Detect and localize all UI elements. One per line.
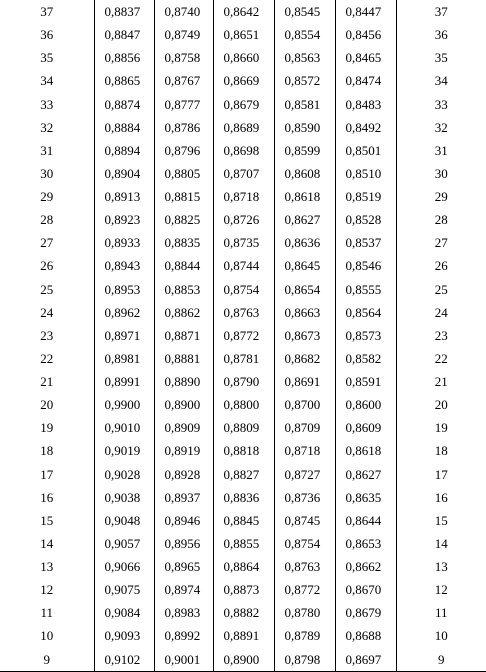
table-cell-value: 0,8669 [213, 69, 274, 92]
table-cell-value: 0,8663 [274, 301, 335, 324]
table-cell-value: 0,8835 [154, 231, 213, 254]
row-number-left: 28 [40, 212, 54, 228]
table-cell-value: 0,9084 [94, 601, 154, 624]
table-row [0, 208, 486, 231]
table-cell-value: 0,8682 [274, 347, 335, 370]
table-row [0, 69, 486, 92]
table-cell-value: 0,8754 [274, 532, 335, 555]
table-cell-value: 0,8798 [274, 648, 335, 672]
table-cell-value: 0,8697 [335, 648, 396, 672]
table-row [0, 532, 486, 555]
table-cell-value: 0,8510 [335, 162, 396, 185]
table-cell-value: 0,8691 [274, 370, 335, 393]
table-cell-value: 0,8645 [274, 254, 335, 277]
row-number-left: 24 [40, 304, 54, 320]
row-number-left: 17 [40, 466, 54, 482]
table-cell-value: 0,8923 [94, 208, 154, 231]
table-cell-value: 0,8718 [274, 439, 335, 462]
table-cell-value: 0,8827 [213, 463, 274, 486]
table-cell-value: 0,8971 [94, 324, 154, 347]
table-cell-value: 0,8913 [94, 185, 154, 208]
table-row [0, 116, 486, 139]
row-number-right: 29 [434, 189, 448, 205]
table-cell-value: 0,8767 [154, 69, 213, 92]
table-cell-value: 0,8933 [94, 231, 154, 254]
row-number-right: 22 [434, 350, 448, 366]
table-row [0, 0, 486, 23]
table-cell-value: 0,8636 [274, 231, 335, 254]
row-number-left: 29 [40, 189, 54, 205]
table-cell-value: 0,8845 [213, 509, 274, 532]
table-cell-value: 0,8474 [335, 69, 396, 92]
row-number-right: 16 [434, 489, 448, 505]
table-cell-value: 0,8856 [94, 46, 154, 69]
row-number-right: 17 [434, 466, 448, 482]
table-cell-value: 0,8891 [213, 624, 274, 647]
table-cell-value: 0,8853 [154, 278, 213, 301]
table-cell-value: 0,9075 [94, 578, 154, 601]
row-number-left: 16 [40, 489, 54, 505]
table-cell-value: 0,8825 [154, 208, 213, 231]
table-cell-value: 0,8758 [154, 46, 213, 69]
table-cell-value: 0,8937 [154, 486, 213, 509]
table-row [0, 578, 486, 601]
row-number-left: 11 [40, 605, 54, 621]
table-cell-value: 0,8707 [213, 162, 274, 185]
table-cell-value: 0,8900 [154, 393, 213, 416]
table-row [0, 370, 486, 393]
table-cell-value: 0,8953 [94, 278, 154, 301]
row-number-right: 15 [434, 512, 448, 528]
row-number-left: 37 [40, 4, 54, 20]
row-number-right: 11 [434, 605, 448, 621]
row-number-right: 37 [434, 4, 448, 20]
table-cell-value: 0,8864 [213, 555, 274, 578]
table-cell-value: 0,8670 [335, 578, 396, 601]
row-number-right: 18 [434, 443, 448, 459]
table-cell-value: 0,8555 [335, 278, 396, 301]
row-number-left: 22 [40, 350, 54, 366]
table-cell-value: 0,8904 [94, 162, 154, 185]
table-cell-value: 0,8865 [94, 69, 154, 92]
table-row [0, 393, 486, 416]
table-cell-value: 0,8528 [335, 208, 396, 231]
row-number-right: 20 [434, 397, 448, 413]
table-cell-value: 0,9010 [94, 416, 154, 439]
table-cell-value: 0,8698 [213, 139, 274, 162]
table-cell-value: 0,8689 [213, 116, 274, 139]
table-cell-value: 0,9019 [94, 439, 154, 462]
row-number-left: 15 [40, 512, 54, 528]
row-number-right: 24 [434, 304, 448, 320]
row-number-right: 32 [434, 119, 448, 135]
table-cell-value: 0,8815 [154, 185, 213, 208]
row-number-left: 35 [40, 50, 54, 66]
table-cell-value: 0,8642 [213, 0, 274, 23]
row-number-right: 36 [434, 27, 448, 43]
table-row [0, 601, 486, 624]
table-cell-value: 0,8943 [94, 254, 154, 277]
table-cell-value: 0,9102 [94, 648, 154, 672]
table-cell-value: 0,8992 [154, 624, 213, 647]
row-number-right: 13 [434, 559, 448, 575]
table-row [0, 486, 486, 509]
row-number-left: 10 [40, 628, 54, 644]
table-cell-value: 0,8847 [94, 23, 154, 46]
table-cell-value: 0,8735 [213, 231, 274, 254]
table-cell-value: 0,8862 [154, 301, 213, 324]
table-cell-value: 0,8492 [335, 116, 396, 139]
row-number-left: 9 [0, 648, 94, 672]
table-cell-value: 0,8726 [213, 208, 274, 231]
table-cell-value: 0,8591 [335, 370, 396, 393]
row-number-left: 31 [40, 142, 54, 158]
row-number-right: 9 [396, 648, 486, 672]
row-number-left: 32 [40, 119, 54, 135]
row-number-left: 23 [40, 327, 54, 343]
row-number-right: 23 [434, 327, 448, 343]
row-number-left: 19 [40, 420, 54, 436]
table-cell-value: 0,8519 [335, 185, 396, 208]
table-cell-value: 0,8956 [154, 532, 213, 555]
table-cell-value: 0,8590 [274, 116, 335, 139]
table-cell-value: 0,8660 [213, 46, 274, 69]
table-cell-value: 0,8884 [94, 116, 154, 139]
table-cell-value: 0,9001 [154, 648, 213, 672]
table-cell-value: 0,8537 [335, 231, 396, 254]
row-number-left: 34 [40, 73, 54, 89]
row-number-left: 30 [40, 165, 54, 181]
table-cell-value: 0,8718 [213, 185, 274, 208]
row-number-right: 21 [434, 374, 448, 390]
row-number-left: 12 [40, 582, 54, 598]
table-row [0, 278, 486, 301]
row-number-left: 27 [40, 235, 54, 251]
table-cell-value: 0,8772 [213, 324, 274, 347]
table-cell-value: 0,8781 [213, 347, 274, 370]
table-row [0, 162, 486, 185]
table-cell-value: 0,9066 [94, 555, 154, 578]
table-row [0, 254, 486, 277]
table-cell-value: 0,8983 [154, 601, 213, 624]
table-cell-value: 0,8662 [335, 555, 396, 578]
table-cell-value: 0,8873 [213, 578, 274, 601]
table-cell-value: 0,8465 [335, 46, 396, 69]
table-cell-value: 0,8965 [154, 555, 213, 578]
table-cell-value: 0,8962 [94, 301, 154, 324]
table-row [0, 463, 486, 486]
table-cell-value: 0,8627 [274, 208, 335, 231]
row-number-left: 18 [40, 443, 54, 459]
table-cell-value: 0,8654 [274, 278, 335, 301]
table-cell-value: 0,8763 [274, 555, 335, 578]
row-number-right: 27 [434, 235, 448, 251]
table-cell-value: 0,8763 [213, 301, 274, 324]
row-number-right: 30 [434, 165, 448, 181]
table-cell-value: 0,8600 [335, 393, 396, 416]
row-number-right: 25 [434, 281, 448, 297]
table-cell-value: 0,8777 [154, 93, 213, 116]
table-cell-value: 0,8818 [213, 439, 274, 462]
table-cell-value: 0,8796 [154, 139, 213, 162]
table-cell-value: 0,8483 [335, 93, 396, 116]
table-cell-value: 0,8900 [213, 648, 274, 672]
table-cell-value: 0,8836 [213, 486, 274, 509]
table-cell-value: 0,8688 [335, 624, 396, 647]
table-cell-value: 0,8790 [213, 370, 274, 393]
table-cell-value: 0,8700 [274, 393, 335, 416]
table-cell-value: 0,8844 [154, 254, 213, 277]
table-cell-value: 0,8599 [274, 139, 335, 162]
table-row [0, 301, 486, 324]
row-number-right: 12 [434, 582, 448, 598]
table-cell-value: 0,9093 [94, 624, 154, 647]
table-cell-value: 0,8991 [94, 370, 154, 393]
table-cell-value: 0,8563 [274, 46, 335, 69]
table-cell-value: 0,9900 [94, 393, 154, 416]
row-number-left: 33 [40, 96, 54, 112]
table-row [0, 46, 486, 69]
table-row [0, 93, 486, 116]
table-cell-value: 0,8881 [154, 347, 213, 370]
table-cell-value: 0,8919 [154, 439, 213, 462]
table-cell-value: 0,8855 [213, 532, 274, 555]
table-cell-value: 0,8447 [335, 0, 396, 23]
table-row [0, 231, 486, 254]
table-cell-value: 0,8564 [335, 301, 396, 324]
table-cell-value: 0,8744 [213, 254, 274, 277]
table-cell-value: 0,8618 [335, 439, 396, 462]
table-row [0, 416, 486, 439]
table-row [0, 185, 486, 208]
table-cell-value: 0,8554 [274, 23, 335, 46]
row-number-right: 26 [434, 258, 448, 274]
table-row [0, 324, 486, 347]
table-cell-value: 0,8727 [274, 463, 335, 486]
table-cell-value: 0,8608 [274, 162, 335, 185]
row-number-left: 20 [40, 397, 54, 413]
table-cell-value: 0,8673 [274, 324, 335, 347]
row-number-left: 21 [40, 374, 54, 390]
table-cell-value: 0,8890 [154, 370, 213, 393]
table-cell-value: 0,8894 [94, 139, 154, 162]
table-cell-value: 0,8772 [274, 578, 335, 601]
table-cell-value: 0,9057 [94, 532, 154, 555]
row-number-right: 19 [434, 420, 448, 436]
table-cell-value: 0,8582 [335, 347, 396, 370]
table-cell-value: 0,8653 [335, 532, 396, 555]
table-cell-value: 0,8871 [154, 324, 213, 347]
table-cell-value: 0,8572 [274, 69, 335, 92]
table-cell-value: 0,9038 [94, 486, 154, 509]
table-cell-value: 0,8800 [213, 393, 274, 416]
row-number-right: 10 [434, 628, 448, 644]
table-row [0, 439, 486, 462]
table-cell-value: 0,8805 [154, 162, 213, 185]
table-cell-value: 0,8618 [274, 185, 335, 208]
table-cell-value: 0,8581 [274, 93, 335, 116]
table-cell-value: 0,8740 [154, 0, 213, 23]
table-row [0, 509, 486, 532]
table-cell-value: 0,8627 [335, 463, 396, 486]
table-cell-value: 0,8809 [213, 416, 274, 439]
row-number-left: 25 [40, 281, 54, 297]
row-number-left: 13 [40, 559, 54, 575]
table-cell-value: 0,8946 [154, 509, 213, 532]
table-cell-value: 0,8609 [335, 416, 396, 439]
table-cell-value: 0,8679 [335, 601, 396, 624]
table-cell-value: 0,8974 [154, 578, 213, 601]
table-cell-value: 0,8644 [335, 509, 396, 532]
table-cell-value: 0,8545 [274, 0, 335, 23]
table-row [0, 648, 486, 672]
row-number-left: 26 [40, 258, 54, 274]
table-cell-value: 0,8736 [274, 486, 335, 509]
table-cell-value: 0,8874 [94, 93, 154, 116]
row-number-left: 36 [40, 27, 54, 43]
table-cell-value: 0,8651 [213, 23, 274, 46]
table-row [0, 23, 486, 46]
table-cell-value: 0,8635 [335, 486, 396, 509]
table-cell-value: 0,8837 [94, 0, 154, 23]
table-cell-value: 0,8709 [274, 416, 335, 439]
table-cell-value: 0,8501 [335, 139, 396, 162]
table-cell-value: 0,9048 [94, 509, 154, 532]
row-number-left: 14 [40, 535, 54, 551]
table-cell-value: 0,8882 [213, 601, 274, 624]
table-row [0, 347, 486, 370]
table-cell-value: 0,9028 [94, 463, 154, 486]
table-cell-value: 0,8909 [154, 416, 213, 439]
row-number-right: 35 [434, 50, 448, 66]
table-cell-value: 0,8546 [335, 254, 396, 277]
table-cell-value: 0,8456 [335, 23, 396, 46]
table-cell-value: 0,8754 [213, 278, 274, 301]
table-row [0, 555, 486, 578]
table-row [0, 139, 486, 162]
row-number-right: 31 [434, 142, 448, 158]
row-number-right: 14 [434, 535, 448, 551]
table-cell-value: 0,8786 [154, 116, 213, 139]
table-cell-value: 0,8981 [94, 347, 154, 370]
row-number-right: 34 [434, 73, 448, 89]
table-cell-value: 0,8679 [213, 93, 274, 116]
table-cell-value: 0,8573 [335, 324, 396, 347]
table-cell-value: 0,8928 [154, 463, 213, 486]
row-number-right: 28 [434, 212, 448, 228]
row-number-right: 33 [434, 96, 448, 112]
table-cell-value: 0,8745 [274, 509, 335, 532]
table-cell-value: 0,8780 [274, 601, 335, 624]
table-row [0, 624, 486, 647]
table-cell-value: 0,8789 [274, 624, 335, 647]
table-cell-value: 0,8749 [154, 23, 213, 46]
